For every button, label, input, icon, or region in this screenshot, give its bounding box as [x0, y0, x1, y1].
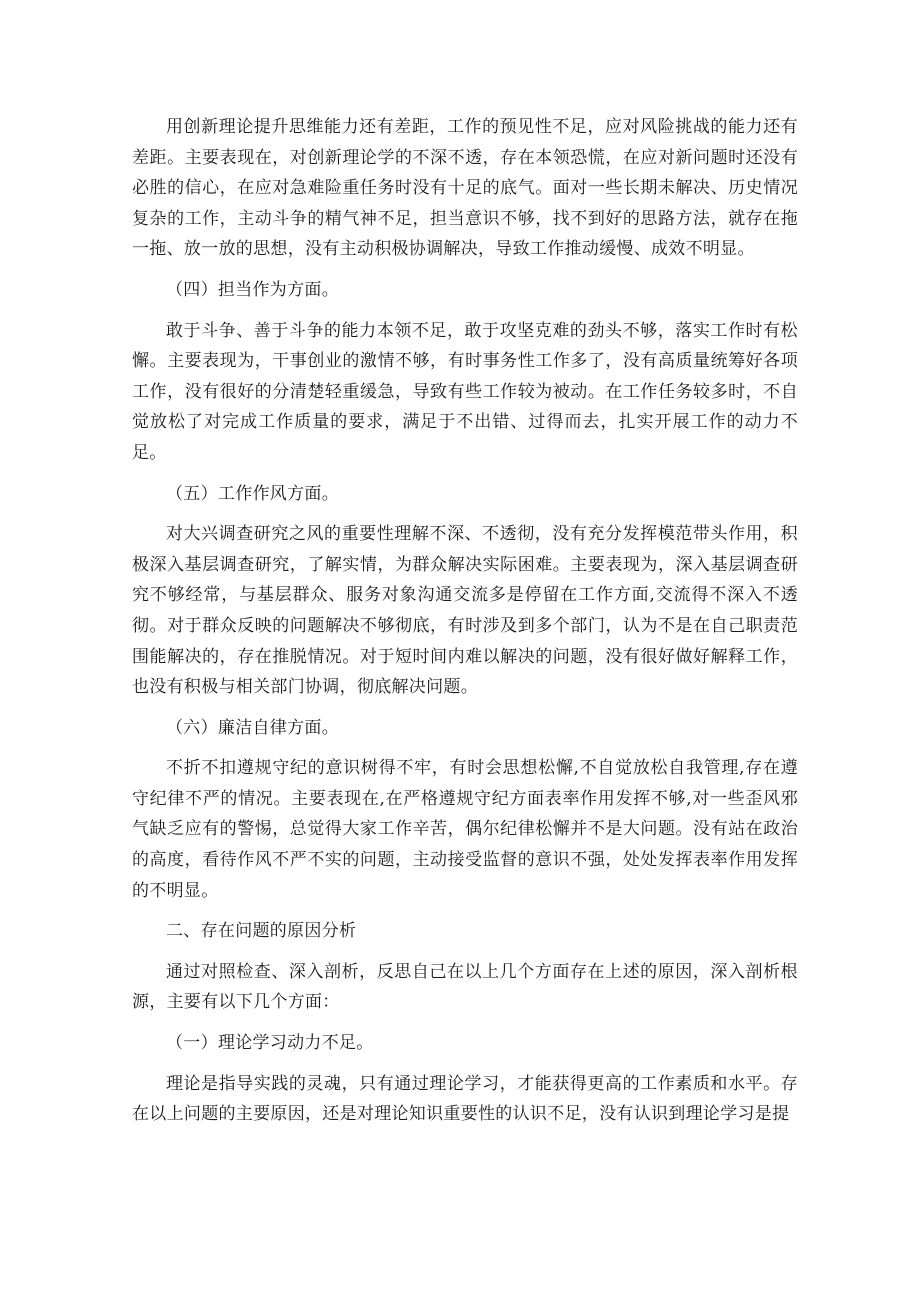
section-heading-cause-analysis: 二、存在问题的原因分析 — [166, 921, 357, 942]
section-heading-work-style: （五）工作作风方面。 — [166, 483, 339, 504]
paragraph-responsibility: 敢于斗争、善于斗争的能力本领不足，敢于攻坚克难的劲头不够，落实工作时有松懈。主要表现为，干事创业的激情不够，有时事务性工作多了，没有高质量统筹好各项工作，没有很好的分清楚轻重缓急，导致有些工作较为被动。在工作任务较多时，不自觉放松了对完成工作质量的要求，满足于不出错、过得而去，扎实开展工作的动力不足。 — [132, 320, 798, 463]
paragraph-capability-gap: 用创新理论提升思维能力还有差距，工作的预见性不足，应对风险挑战的能力还有差距。主要表现在，对创新理论学的不深不透，存在本领恐慌，在应对新问题时还没有必胜的信心，在应对急难险重任务时没有十足的底气。面对一些长期未解决、历史情况复杂的工作，主动斗争的精气神不足，担当意识不够，找不到好的思路方法，就存在拖一拖、放一放的思想，没有主动积极协调解决，导致工作推动缓慢、成效不明显。 — [132, 117, 798, 260]
section-heading-integrity: （六）廉洁自律方面。 — [166, 717, 339, 738]
paragraph-work-style: 对大兴调查研究之风的重要性理解不深、不透彻，没有充分发挥模范带头作用，积极深入基层调查研究，了解实情，为群众解决实际困难。主要表现为，深入基层调查研究不够经常，与基层群众、服务对象沟通交流多是停留在工作方面,交流得不深入不透彻。对于群众反映的问题解决不够彻底，有时涉及到多个部门，认为不是在自己职责范围能解决的，存在推脱情况。对于短时间内难以解决的问题，没有很好做好解释工作，也没有积极与相关部门协调，彻底解决问题。 — [132, 524, 798, 698]
section-heading-responsibility: （四）担当作为方面。 — [166, 279, 339, 300]
paragraph-integrity: 不折不扣遵规守纪的意识树得不牢，有时会思想松懈,不自觉放松自我管理,存在遵守纪律不严的情况。主要表现在,在严格遵规守纪方面表率作用发挥不够,对一些歪风邪气缺乏应有的警惕，总觉得大家工作辛苦，偶尔纪律松懈并不是大问题。没有站在政治的高度，看待作风不严不实的问题，主动接受监督的意识不强，处处发挥表率作用发挥的不明显。 — [132, 758, 798, 901]
document-body — [132, 112, 798, 1140]
paragraph-cause-intro: 通过对照检查、深入剖析，反思自己在以上几个方面存在上述的原因，深入剖析根源，主要有以下几个方面： — [132, 961, 798, 1013]
section-heading-theory-study: （一）理论学习动力不足。 — [166, 1033, 374, 1054]
paragraph-theory-study: 理论是指导实践的灵魂，只有通过理论学习，才能获得更高的工作素质和水平。存在以上问题的主要原因，还是对理论知识重要性的认识不足，没有认识到理论学习是提 — [132, 1073, 798, 1125]
